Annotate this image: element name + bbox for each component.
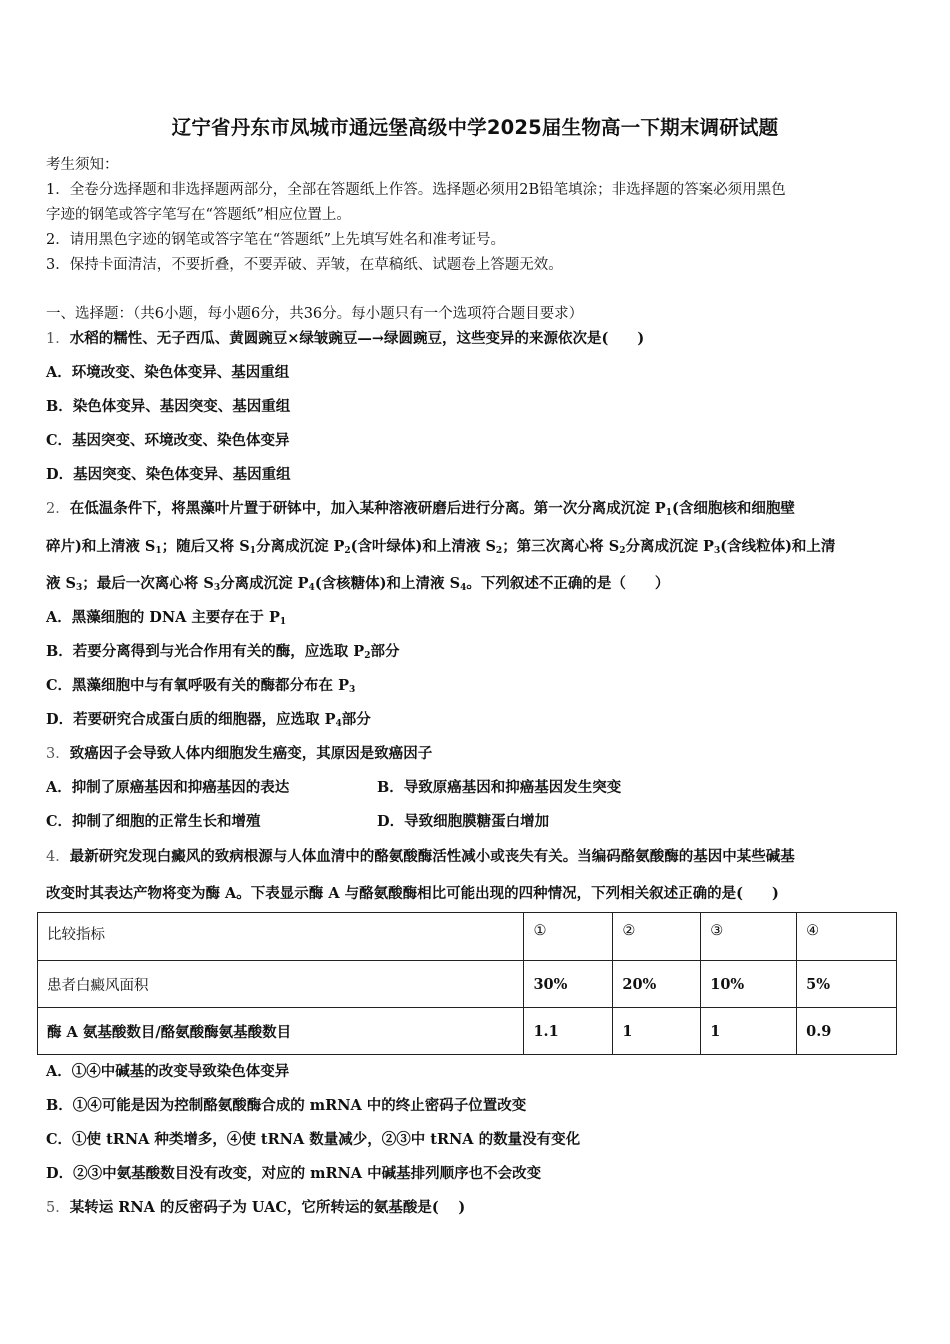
table-cell: 患者白癜风面积 <box>38 961 524 1008</box>
subscript: 4 <box>335 719 342 729</box>
question-2-line-3 <box>46 572 669 593</box>
text-run: ；最后一次离心将 S <box>82 575 214 592</box>
text-run: 分离成沉淀 P <box>220 575 309 592</box>
q4-option-b[interactable]: B．①④可能是因为控制酪氨酸酶合成的 mRNA 中的终止密码子位置改变 <box>46 1097 527 1114</box>
text-run: (含细胞核和细胞壁 <box>671 500 795 517</box>
subscript: 1 <box>665 508 672 518</box>
q2-option-b[interactable] <box>46 640 399 661</box>
question-4-line-1 <box>46 845 795 866</box>
question-text: 某转运 RNA 的反密码子为 UAC，它所转运的氨基酸是( ) <box>69 1199 466 1216</box>
comparison-table <box>37 912 897 1055</box>
text-run: 。下列叙述不正确的是（ ） <box>466 575 670 592</box>
table-header-cell: ③ <box>701 913 797 961</box>
table-cell: 酶 A 氨基酸数目/酪氨酸酶氨基酸数目 <box>38 1008 524 1055</box>
table-cell: 0.9 <box>797 1008 897 1055</box>
option-text: A．黑藻细胞的 DNA 主要存在于 P <box>46 609 280 626</box>
option-text: D．若要研究合成蛋白质的细胞器，应选取 P <box>46 711 336 728</box>
q2-option-a[interactable] <box>46 606 286 627</box>
q2-option-d[interactable] <box>46 708 371 729</box>
question-4-line-2: 改变时其表达产物将变为酶 A。下表显示酶 A 与酪氨酸酶相比可能出现的四种情况，下列相关叙述正确的是( ) <box>46 885 779 902</box>
q1-option-b[interactable]: B．染色体变异、基因突变、基因重组 <box>46 398 291 415</box>
q1-option-d[interactable]: D．基因突变、染色体变异、基因重组 <box>46 466 291 483</box>
question-5 <box>46 1196 465 1217</box>
table-row <box>38 1008 897 1055</box>
exam-title: 辽宁省丹东市凤城市通远堡高级中学2025届生物高一下期末调研试题 <box>171 116 779 139</box>
notice-item-1-cont: 字迹的钢笔或答字笔写在“答题纸”相应位置上。 <box>46 207 351 223</box>
q1-option-c[interactable]: C．基因突变、环境改变、染色体变异 <box>46 432 290 449</box>
q4-option-c[interactable]: C．①使 tRNA 种类增多，④使 tRNA 数量减少，②③中 tRNA 的数量没有变化 <box>46 1131 581 1148</box>
subscript: 3 <box>76 583 83 593</box>
table-header-cell: ② <box>613 913 701 961</box>
subscript: 3 <box>213 583 221 593</box>
notice-heading: 考生须知： <box>46 157 119 173</box>
option-text: 部分 <box>370 643 400 660</box>
option-text: C．黑藻细胞中与有氧呼吸有关的酶都分布在 P <box>46 677 349 694</box>
table-header-row <box>38 913 897 961</box>
subscript: 2 <box>364 651 371 661</box>
table-row <box>38 961 897 1008</box>
subscript: 2 <box>619 546 626 556</box>
subscript: 1 <box>155 546 162 556</box>
question-2-line-1 <box>46 497 795 518</box>
text-run: ；随后又将 S <box>161 538 250 555</box>
notice-item-1: 1．全卷分选择题和非选择题两部分，全部在答题纸上作答。选择题必须用2B铅笔填涂；非选择题的答案必须用黑色 <box>46 182 786 198</box>
table-cell: 1 <box>701 1008 797 1055</box>
subscript: 4 <box>308 583 315 593</box>
question-1 <box>46 327 644 348</box>
table-header-cell: 比较指标 <box>38 913 524 961</box>
question-text: 最新研究发现白癜风的致病根源与人体血清中的酪氨酸酶活性减小或丧失有关。当编码酪氨酸酶的基因中某些碱基 <box>69 848 795 865</box>
question-text: 致癌因子会导致人体内细胞发生癌变，其原因是致癌因子 <box>69 745 433 762</box>
notice-item-2: 2．请用黑色字迹的钢笔或答字笔在“答题纸”上先填写姓名和准考证号。 <box>46 232 506 248</box>
text-run: 分离成沉淀 P <box>625 538 714 555</box>
q4-option-a[interactable]: A．①④中碱基的改变导致染色体变异 <box>46 1063 290 1080</box>
subscript: 4 <box>460 583 467 593</box>
table-cell: 5% <box>797 961 897 1008</box>
subscript: 3 <box>349 685 356 695</box>
question-3 <box>46 742 432 763</box>
option-text: B．若要分离得到与光合作用有关的酶，应选取 P <box>46 643 365 660</box>
table-cell: 20% <box>613 961 701 1008</box>
question-text: 水稻的糯性、无子西瓜、黄圆豌豆×绿皱豌豆—→绿圆豌豆，这些变异的来源依次是( ) <box>69 330 645 347</box>
table-header-cell: ① <box>524 913 613 961</box>
subscript: 2 <box>495 546 503 556</box>
text-run: ；第三次离心将 S <box>502 538 620 555</box>
question-2-line-2 <box>46 535 835 556</box>
q1-option-a[interactable]: A．环境改变、染色体变异、基因重组 <box>46 364 290 381</box>
question-number: 2． <box>46 501 70 517</box>
question-number: 1． <box>46 331 70 347</box>
section-heading: 一、选择题：（共6小题，每小题6分，共36分。每小题只有一个选项符合题目要求） <box>46 306 584 322</box>
table-cell: 30% <box>524 961 613 1008</box>
q3-option-b[interactable]: B．导致原癌基因和抑癌基因发生突变 <box>377 779 622 796</box>
q3-option-d[interactable]: D．导致细胞膜糖蛋白增加 <box>377 813 550 830</box>
subscript: 1 <box>249 546 256 556</box>
subscript: 2 <box>344 546 351 556</box>
table-cell: 1.1 <box>524 1008 613 1055</box>
question-number: 5． <box>46 1200 70 1216</box>
subscript: 1 <box>279 617 287 627</box>
subscript: 3 <box>713 546 721 556</box>
text-run: 液 S <box>46 575 77 592</box>
text-run: (含线粒体)和上清 <box>720 538 836 555</box>
table-header-cell: ④ <box>797 913 897 961</box>
notice-item-3: 3．保持卡面清洁，不要折叠，不要弄破、弄皱，在草稿纸、试题卷上答题无效。 <box>46 257 563 273</box>
q2-option-c[interactable] <box>46 674 355 695</box>
text-run: 碎片)和上清液 S <box>46 538 156 555</box>
text-run: 分离成沉淀 P <box>255 538 345 555</box>
q4-option-d[interactable]: D．②③中氨基酸数目没有改变，对应的 mRNA 中碱基排列顺序也不会改变 <box>46 1165 542 1182</box>
option-text: 部分 <box>341 711 371 728</box>
question-number: 4． <box>46 849 70 865</box>
q3-option-a[interactable]: A．抑制了原癌基因和抑癌基因的表达 <box>46 779 290 796</box>
table-cell: 1 <box>613 1008 701 1055</box>
table-cell: 10% <box>701 961 797 1008</box>
q3-option-c[interactable]: C．抑制了细胞的正常生长和增殖 <box>46 813 261 830</box>
text-run: (含叶绿体)和上清液 S <box>350 538 496 555</box>
text-run: (含核糖体)和上清液 S <box>314 575 461 592</box>
text-run: 在低温条件下，将黑藻叶片置于研钵中，加入某种溶液研磨后进行分离。第一次分离成沉淀 P <box>69 500 666 517</box>
question-number: 3． <box>46 746 70 762</box>
